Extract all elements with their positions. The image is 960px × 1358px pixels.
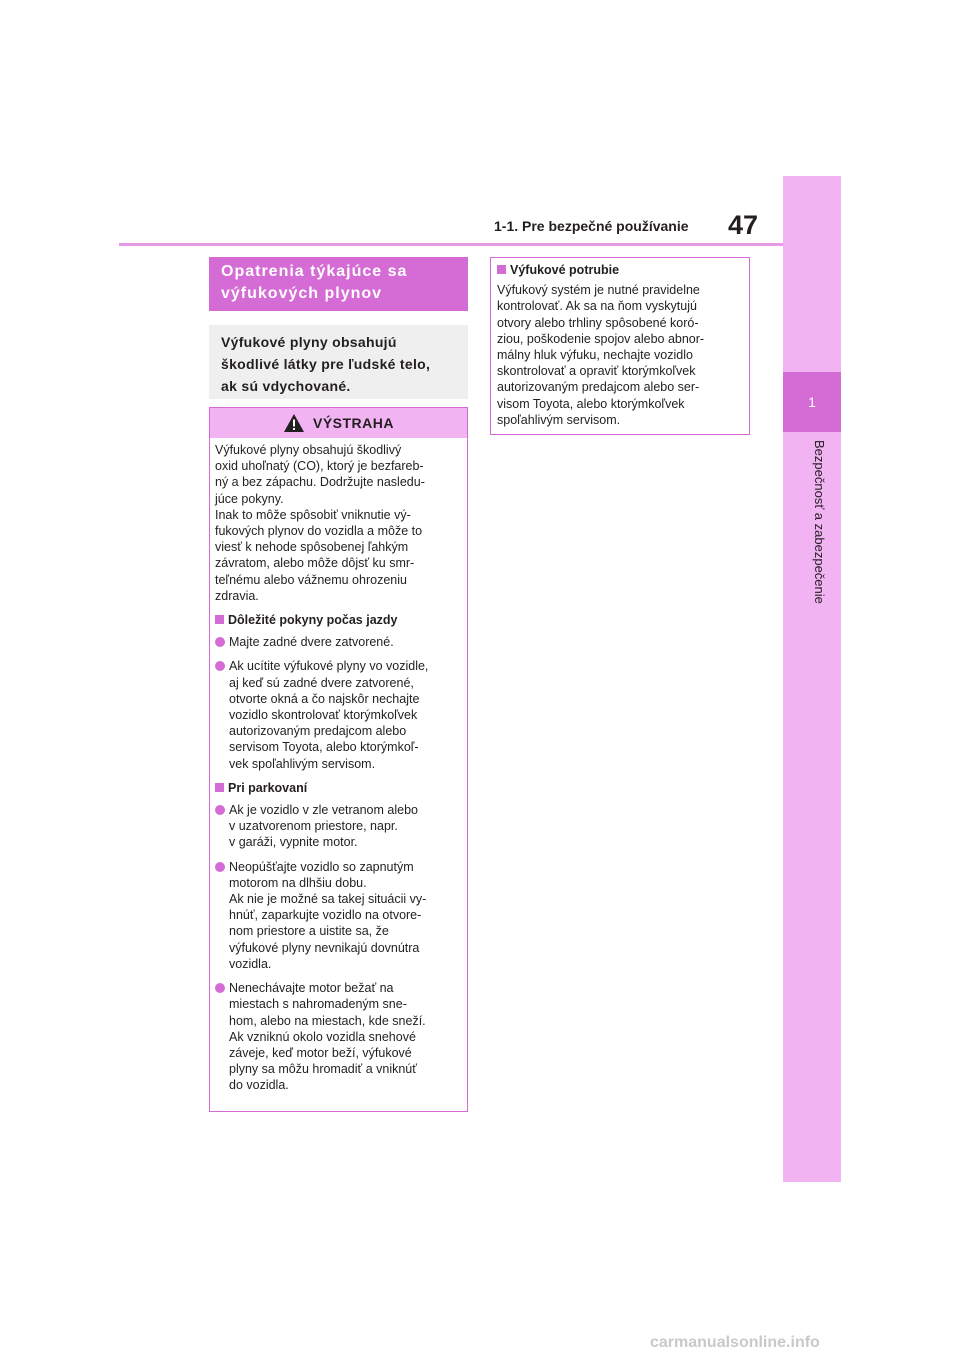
text-line: oxid uhoľnatý (CO), ktorý je bezfareb- xyxy=(215,459,424,474)
chapter-title: Bezpečnosť a zabezpečenie xyxy=(812,440,827,604)
bullet-item xyxy=(215,980,462,1093)
warning-paragraph xyxy=(215,442,462,604)
intro-line: ak sú vdychované. xyxy=(221,378,351,394)
text-line: vek spoľahlivým servisom. xyxy=(229,756,376,771)
text-line: otvorte okná a čo najskôr nechajte xyxy=(229,691,420,706)
text-line: nom priestore a uistite sa, že xyxy=(229,924,389,939)
text-line: Ak je vozidlo v zle vetranom alebo xyxy=(229,803,418,818)
text-line: aj keď sú zadné dvere zatvorené, xyxy=(229,675,414,690)
heading-text: Pri parkovaní xyxy=(228,780,308,795)
warning-body xyxy=(210,438,467,1094)
text-line: Ak vzniknú okolo vozidla snehové xyxy=(229,1029,416,1044)
text-line: Výfukové plyny obsahujú škodlivý xyxy=(215,443,402,457)
text-line: viesť k nehode spôsobenej ľahkým xyxy=(215,540,409,555)
bullet-item xyxy=(215,658,462,771)
bullet-item xyxy=(215,859,462,972)
circle-bullet-icon xyxy=(215,983,225,993)
text-line: motorom na dlhšiu dobu. xyxy=(229,875,367,890)
chapter-side-tab xyxy=(783,176,841,1182)
intro-box xyxy=(209,325,468,399)
text-line: vozidla. xyxy=(229,956,272,971)
heading-text: Dôležité pokyny počas jazdy xyxy=(228,613,398,628)
warning-box xyxy=(209,407,468,1112)
text-line: výfukové plyny nevnikajú dovnútra xyxy=(229,940,420,955)
intro-line: Výfukové plyny obsahujú xyxy=(221,334,397,350)
text-line: autorizovaným predajcom alebo ser- xyxy=(497,380,700,395)
text-line: vozidlo skontrolovať ktorýmkoľvek xyxy=(229,708,418,723)
text-line: závratom, alebo môže dôjsť ku smr- xyxy=(215,556,415,571)
text-line: spoľahlivým servisom. xyxy=(497,412,621,427)
text-line: Ak ucítite výfukové plyny vo vozidle, xyxy=(229,659,429,674)
text-line: Výfukový systém je nutné pravidelne xyxy=(497,283,700,298)
text-line: servisom Toyota, alebo ktorýmkoľ- xyxy=(229,740,419,755)
topic-title-line: výfukových plynov xyxy=(221,285,383,302)
heading-text: Výfukové potrubie xyxy=(510,263,620,277)
text-line: do vozidla. xyxy=(229,1078,289,1093)
circle-bullet-icon xyxy=(215,805,225,815)
section-header: 1-1. Pre bezpečné používanie xyxy=(494,218,689,234)
circle-bullet-icon xyxy=(215,862,225,872)
header-rule xyxy=(119,243,783,246)
text-line: Nenechávajte motor bežať na xyxy=(229,981,394,996)
text-line: júce pokyny. xyxy=(215,491,284,506)
text-line: ný a bez zápachu. Dodržujte nasledu- xyxy=(215,475,425,490)
text-line: kontrolovať. Ak sa na ňom vyskytujú xyxy=(497,299,697,314)
text-line: málny hluk výfuku, nechajte vozidlo xyxy=(497,348,693,363)
text-line: Ak nie je možné sa takej situácii vy- xyxy=(229,892,427,907)
chapter-number: 1 xyxy=(808,394,816,410)
text-line: zdravia. xyxy=(215,588,259,603)
exhaust-pipe-box xyxy=(490,257,750,435)
text-line: autorizovaným predajcom alebo xyxy=(229,724,407,739)
circle-bullet-icon xyxy=(215,637,225,647)
warning-triangle-icon xyxy=(283,413,305,433)
text-line: visom Toyota, alebo ktorýmkoľvek xyxy=(497,396,685,411)
warning-header xyxy=(210,408,467,438)
text-line: záveje, keď motor beží, výfukové xyxy=(229,1045,412,1060)
text-line: v garáži, vypnite motor. xyxy=(229,835,358,850)
text-line: skontrolovať a opraviť ktorýmkoľvek xyxy=(497,364,696,379)
text-line: ziou, poškodenie spojov alebo abnor- xyxy=(497,331,705,346)
parking-heading xyxy=(215,780,462,796)
circle-bullet-icon xyxy=(215,661,225,671)
square-bullet-icon xyxy=(215,615,224,624)
topic-title xyxy=(209,257,468,311)
intro-line: škodlivé látky pre ľudské telo, xyxy=(221,356,431,372)
text-line: Majte zadné dvere zatvorené. xyxy=(229,635,394,650)
text-line: miestach s nahromadeným sne- xyxy=(229,997,407,1012)
text-line: otvory alebo trhliny spôsobené koró- xyxy=(497,315,699,330)
bullet-item xyxy=(215,802,462,851)
bullet-item xyxy=(215,634,462,650)
driving-heading xyxy=(215,612,462,628)
text-line: hom, alebo na miestach, kde sneží. xyxy=(229,1013,426,1028)
text-line: plyny sa môžu hromadiť a vniknúť xyxy=(229,1062,417,1077)
text-line: Inak to môže spôsobiť vniknutie vý- xyxy=(215,507,411,522)
watermark: carmanualsonline.info xyxy=(650,1334,820,1351)
topic-title-line: Opatrenia týkajúce sa xyxy=(221,263,408,280)
square-bullet-icon xyxy=(215,783,224,792)
page-number: 47 xyxy=(728,210,759,240)
text-line: v uzatvorenom priestore, napr. xyxy=(229,819,398,834)
text-line: fukových plynov do vozidla a môže to xyxy=(215,524,423,539)
square-bullet-icon xyxy=(497,265,506,274)
text-line: hnúť, zaparkujte vozidlo na otvore- xyxy=(229,908,422,923)
text-line: teľnému alebo vážnemu ohrozeniu xyxy=(215,572,407,587)
text-line: Neopúšťajte vozidlo so zapnutým xyxy=(229,859,414,874)
warning-label: VÝSTRAHA xyxy=(312,415,394,431)
exhaust-pipe-heading xyxy=(497,262,743,278)
